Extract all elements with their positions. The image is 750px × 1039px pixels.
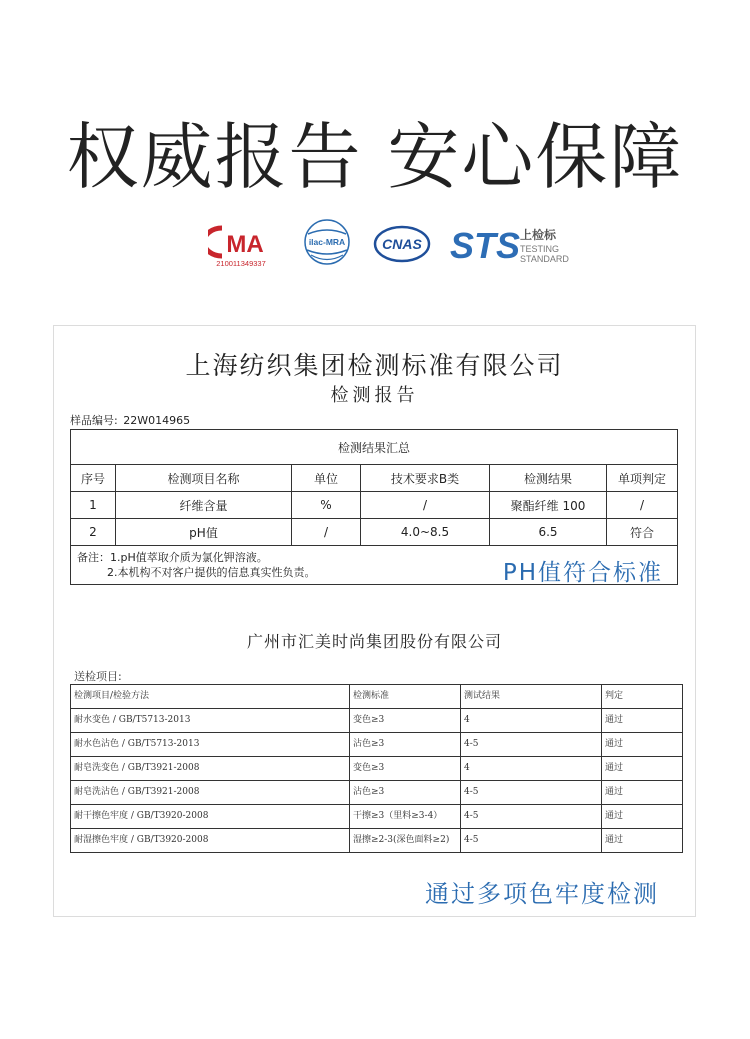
table-row (71, 709, 683, 733)
cnas-text: CNAS (382, 236, 422, 252)
sample-number (70, 412, 192, 428)
header-cell: 判定 (602, 685, 683, 709)
fastness-highlight: 通过多项色牢度检测 (425, 880, 659, 908)
note-line: 2.本机构不对客户提供的信息真实性负责。 (107, 566, 316, 579)
table-cell: 1 (71, 492, 116, 519)
table-cell: 2 (71, 519, 116, 546)
header-cell: 检测标准 (350, 685, 461, 709)
table-row (71, 781, 683, 805)
cma-logo (208, 222, 274, 268)
table-row (71, 492, 678, 519)
sts-en2: STANDARD (520, 254, 569, 264)
table-cell: % (292, 492, 361, 519)
table-cell: 4 (461, 757, 602, 781)
table-row (71, 733, 683, 757)
table-cell: 纤维含量 (116, 492, 292, 519)
headline: 权威报告 安心保障 (66, 115, 684, 199)
send-label: 送检项目: (74, 670, 122, 683)
header-cell: 技术要求B类 (361, 465, 490, 492)
table-cell: / (361, 492, 490, 519)
table-cell: 湿擦≥2-3(深色面料≥2) (350, 829, 461, 853)
table-cell: / (292, 519, 361, 546)
certification-logos (0, 218, 750, 268)
sts-en1: TESTING (520, 244, 560, 254)
table-cell: 耐皂洗变色 / GB/T3921-2008 (71, 757, 350, 781)
table-cell: 干擦≥3（里料≥3-4） (350, 805, 461, 829)
header-cell: 单位 (292, 465, 361, 492)
header-cell: 检测项目/检验方法 (71, 685, 350, 709)
table-row (71, 757, 683, 781)
sts-text: STS (450, 225, 521, 266)
table-cell: 耐湿擦色牢度 / GB/T3920-2008 (71, 829, 350, 853)
table-cell: 4-5 (461, 829, 602, 853)
table-row (71, 805, 683, 829)
report-card (53, 325, 696, 917)
summary-table (70, 429, 678, 585)
table-cell: 通过 (602, 757, 683, 781)
table-cell: 通过 (602, 781, 683, 805)
header-cell: 检测项目名称 (116, 465, 292, 492)
table-row (71, 519, 678, 546)
sts-logo (450, 222, 578, 266)
table-cell: 沾色≥3 (350, 781, 461, 805)
table-cell: 聚酯纤维 100 (490, 492, 607, 519)
table-cell: 4-5 (461, 805, 602, 829)
table-cell: 耐水变色 / GB/T5713-2013 (71, 709, 350, 733)
table-cell: 变色≥3 (350, 709, 461, 733)
table-cell: pH值 (116, 519, 292, 546)
table-cell: 耐水色沾色 / GB/T5713-2013 (71, 733, 350, 757)
header-cell: 单项判定 (607, 465, 678, 492)
client-company: 广州市汇美时尚集团股份有限公司 (246, 632, 502, 651)
table-cell: 通过 (602, 709, 683, 733)
cma-logo-text: MA (226, 231, 264, 258)
table-cell: 符合 (607, 519, 678, 546)
cma-number: 210011349337 (216, 259, 266, 268)
report-company: 上海纺织集团检测标准有限公司 (185, 351, 564, 380)
header-cell: 测试结果 (461, 685, 602, 709)
table-cell: / (607, 492, 678, 519)
table-cell: 通过 (602, 733, 683, 757)
fastness-header-row (71, 685, 683, 709)
notes-cell (71, 546, 678, 585)
header-cell: 序号 (71, 465, 116, 492)
table-cell: 4-5 (461, 781, 602, 805)
table-row (71, 829, 683, 853)
sample-value: 22W014965 (123, 414, 191, 427)
table-cell: 沾色≥3 (350, 733, 461, 757)
ph-highlight: PH值符合标准 (502, 560, 663, 586)
cnas-logo (373, 224, 431, 264)
table-cell: 通过 (602, 829, 683, 853)
note-line: 备注：1.pH值萃取介质为氯化钾溶液。 (77, 551, 268, 564)
report-title: 检测报告 (330, 385, 419, 406)
sample-label: 样品编号: (70, 414, 118, 427)
table-cell: 通过 (602, 805, 683, 829)
table-cell: 6.5 (490, 519, 607, 546)
fastness-table (70, 684, 683, 853)
table-cell: 4 (461, 709, 602, 733)
table-cell: 4.0~8.5 (361, 519, 490, 546)
ilac-mra-logo (302, 218, 352, 266)
ilac-text: ilac-MRA (308, 237, 346, 247)
summary-title: 检测结果汇总 (71, 430, 678, 465)
table-cell: 变色≥3 (350, 757, 461, 781)
header-cell: 检测结果 (490, 465, 607, 492)
table-cell: 4-5 (461, 733, 602, 757)
sts-cn: 上检标 (520, 228, 557, 242)
table-cell: 耐皂洗沾色 / GB/T3921-2008 (71, 781, 350, 805)
table-cell: 耐干擦色牢度 / GB/T3920-2008 (71, 805, 350, 829)
summary-header-row (71, 465, 678, 492)
